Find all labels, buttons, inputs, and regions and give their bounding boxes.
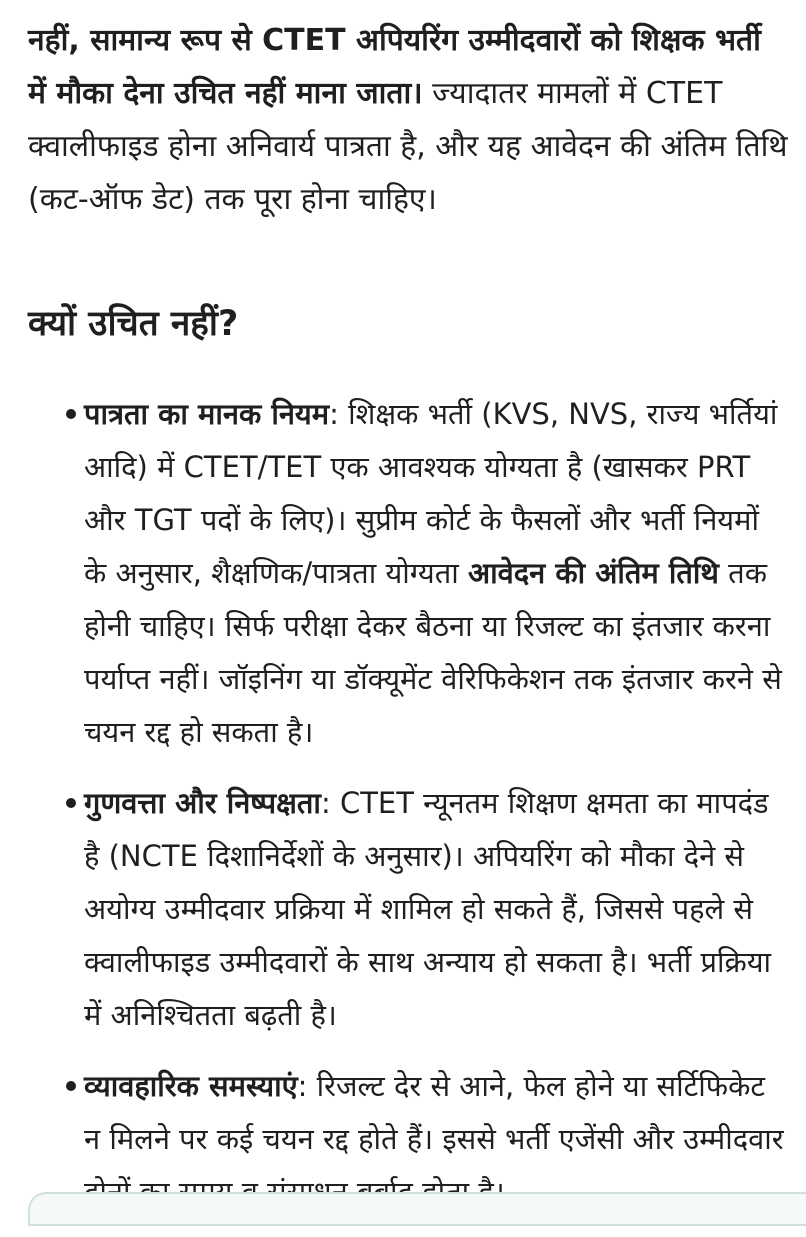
bottom-card-edge — [28, 1192, 806, 1226]
bullet-icon — [66, 409, 76, 419]
bullet-bold-text: आवेदन की अंतिम तिथि — [468, 556, 719, 590]
bullet-icon — [66, 798, 76, 808]
list-item — [28, 777, 788, 1042]
bullet-title: पात्रता का मानक नियम — [84, 397, 330, 431]
list-item — [28, 388, 788, 759]
intro-bold-text: नहीं, सामान्य रूप से CTET अपियरिंग उम्मीदवारों को शिक्षक भर्ती में मौका देना उचित नहीं माना जाता। — [28, 23, 761, 111]
section-heading: क्यों उचित नहीं? — [28, 304, 239, 344]
intro-paragraph — [28, 14, 788, 226]
bullet-title: गुणवत्ता और निष्पक्षता — [84, 786, 321, 820]
bullet-separator: : — [297, 1069, 317, 1103]
bullet-separator: : — [320, 786, 340, 820]
bullet-text: शिक्षक भर्ती (KVS, NVS, राज्य भर्तियां आदि) में CTET/TET एक आवश्यक योग्यता है (खासकर PRT और TGT पदों के लिए)। सुप्रीम कोर्ट के फैसलों और भर्ती नियमों के अनुसार, शैक्षणिक/पात्रता योग्यता — [84, 397, 778, 590]
reasons-list — [28, 388, 788, 1219]
bullet-separator: : — [329, 397, 349, 431]
bullet-text: रिजल्ट देर से आने, फेल होने या सर्टिफिकेट न मिलने पर कई चयन रद्द होते हैं। इससे भर्ती एजेंसी और उम्मीदवार — [84, 1069, 784, 1156]
bullet-title: व्यावहारिक समस्याएं — [84, 1069, 298, 1103]
intro-text: ज्यादातर मामलों में CTET क्वालीफाइड होना अनिवार्य पात्रता है, और यह आवेदन की अंतिम तिथि (कट-ऑफ डेट) तक पूरा होना चाहिए। — [28, 76, 788, 217]
bullet-icon — [66, 1081, 76, 1091]
response-content — [28, 14, 788, 1237]
bullet-text: तक होनी चाहिए। सिर्फ परीक्षा देकर बैठना या रिजल्ट का इंतजार करना पर्याप्त नहीं। जॉइनिंग या डॉक्यूमेंट वेरिफिकेशन तक इंतजार करने से चयन रद्द हो सकता है। — [84, 556, 782, 749]
bullet-text: CTET न्यूनतम शिक्षण क्षमता का मापदंड है (NCTE दिशानिर्देशों के अनुसार)। अपियरिंग को मौका देने से अयोग्य उम्मीदवार प्रक्रिया में शामिल हो सकते हैं, जिससे पहले से क्वालीफाइड उम्मीदवारों के साथ अन्याय हो सकता है। भर्ती प्रक्रिया में अनिश्चितता बढ़ती है। — [84, 786, 772, 1032]
